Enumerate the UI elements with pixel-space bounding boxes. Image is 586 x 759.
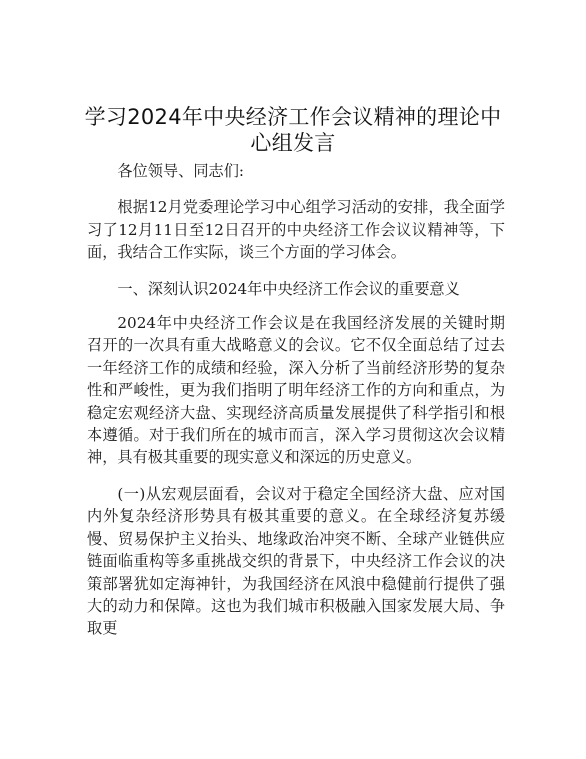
section-paragraph: (一)从宏观层面看，会议对于稳定全国经济大盘、应对国内外复杂经济形势具有极其重要的意义。在全球经济复苏缓慢、贸易保护主义抬头、地缘政治冲突不断、全球产业链供应链面临重构等多重挑战交织的背景下，中央经济工作会议的决策部署犹如定海神针，为我国经济在风浪中稳健前行提供了强大的动力和保障。这也为我们城市积极融入国家发展大局、争取更 xyxy=(87,484,505,638)
document-body xyxy=(87,160,505,654)
section-heading: 一、深刻认识2024年中央经济工作会议的重要意义 xyxy=(117,279,460,298)
document-title: 学习2024年中央经济工作会议精神的理论中心组发言 xyxy=(84,105,502,155)
salutation: 各位领导、同志们: xyxy=(117,162,245,180)
intro-paragraph: 根据12月党委理论学习中心组学习活动的安排，我全面学习了12月11日至12日召开的中央经济工作会议议精神等，下面，我结合工作实际，谈三个方面的学习体会。 xyxy=(87,198,505,262)
section-paragraph: 2024年中央经济工作会议是在我国经济发展的关键时期召开的一次具有重大战略意义的会议。它不仅全面总结了过去一年经济工作的成绩和经验，深入分析了当前经济形势的复杂性和严峻性，更为我们指明了明年经济工作的方向和重点，为稳定宏观经济大盘、实现经济高质量发展提供了科学指引和根本遵循。对于我们所在的城市而言，深入学习贯彻这次会议精神，具有极其重要的现实意义和深远的历史意义。 xyxy=(87,314,505,467)
